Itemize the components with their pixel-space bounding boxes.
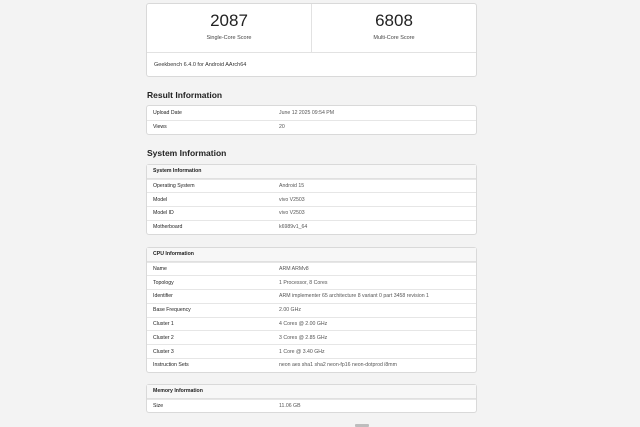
table-row [147,275,476,289]
benchmark-version: Geekbench 6.4.0 for Android AArch64 [154,62,247,68]
row-value: neon aes sha1 sha2 neon-fp16 neon-dotprod i8mm [279,362,397,369]
row-value: 4 Cores @ 2.00 GHz [279,321,328,328]
row-key: Size [153,402,164,409]
row-value: 2.00 GHz [279,307,301,314]
row-value: 3 Cores @ 2.85 GHz [279,334,328,341]
table-row [147,344,476,358]
row-value: 1 Processor, 8 Cores [279,279,328,286]
row-value: June 12 2025 09:54 PM [279,109,335,116]
row-key: Upload Date [153,109,182,116]
table-row [147,303,476,317]
row-key: Model [153,196,168,203]
row-value: 11.06 GB [279,402,301,409]
row-key: Model ID [153,210,174,217]
row-key: Cluster 1 [153,321,174,328]
table-row [147,317,476,331]
table-row [147,358,476,372]
table-row [147,220,476,234]
system-info-title: System Information [147,148,227,158]
row-key: Topology [153,279,174,286]
row-key: Instruction Sets [153,362,189,369]
cpu-info-table [146,247,477,373]
table-row [147,179,476,193]
single-core-label: Single-Core Score [206,35,252,41]
system-info-header: System Information [147,165,476,179]
multi-core-label: Multi-Core Score [373,35,415,41]
table-row [147,262,476,276]
row-value: 1 Core @ 3.40 GHz [279,348,325,355]
row-key: Views [153,124,167,131]
memory-info-header: Memory Information [147,385,476,399]
row-value: ARM ARMv8 [279,265,309,272]
row-key: Motherboard [153,224,183,231]
row-key: Operating System [153,182,195,189]
memory-info-table [146,384,477,413]
system-info-table [146,164,477,235]
row-key: Cluster 3 [153,348,174,355]
row-key: Name [153,265,167,272]
row-value: Android 15 [279,182,305,189]
multi-core-value: 6808 [375,11,413,30]
table-row [147,192,476,206]
row-value: ARM implementer 65 architecture 8 variant 0 part 3458 revision 1 [279,293,429,300]
row-key: Cluster 2 [153,334,174,341]
single-core-value: 2087 [210,11,248,30]
score-card [146,3,477,77]
cpu-info-header: CPU Information [147,248,476,262]
table-row [147,206,476,220]
table-row [147,289,476,303]
table-row [147,330,476,344]
row-value: vivo V2503 [279,196,305,203]
row-value: k6989v1_64 [279,224,308,231]
row-key: Base Frequency [153,307,191,314]
multi-core-score [311,4,476,52]
row-value: vivo V2503 [279,210,305,217]
single-core-score [147,4,311,52]
table-row [147,399,476,413]
row-value: 20 [279,124,285,131]
table-row [147,106,476,120]
result-info-table [146,105,477,135]
result-info-title: Result Information [147,90,223,100]
table-row [147,120,476,134]
row-key: Identifier [153,293,173,300]
scores-row [147,4,476,53]
